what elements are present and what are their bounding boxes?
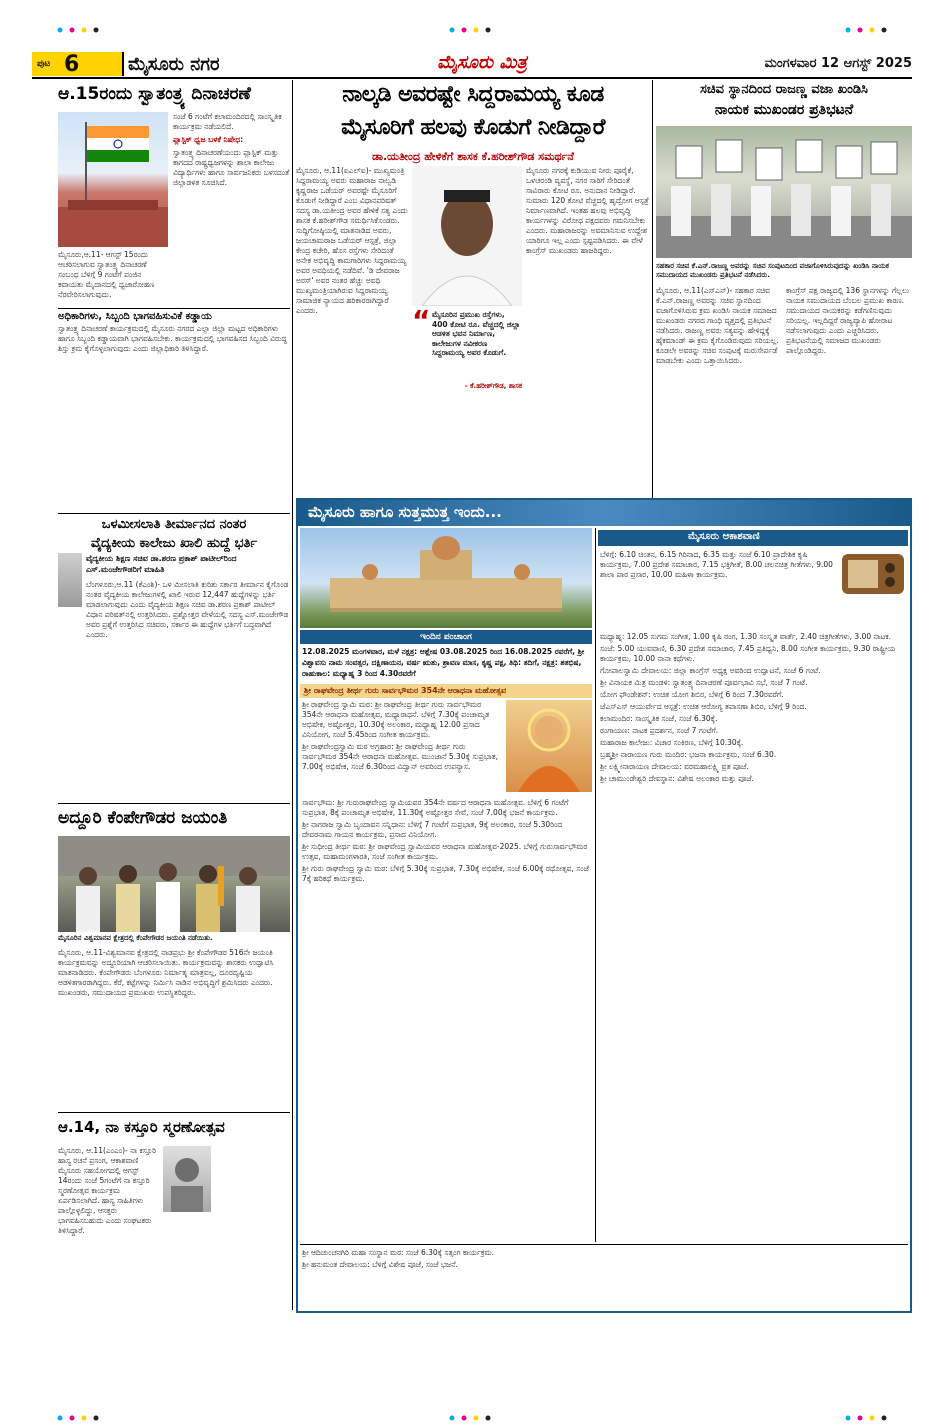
events-box-title: ಮೈಸೂರು ಹಾಗೂ ಸುತ್ತಮುತ್ತ ಇಂದು...	[308, 503, 502, 521]
radio-title: ಮೈಸೂರು ಆಕಾಶವಾಣಿ	[688, 531, 760, 542]
header	[32, 52, 912, 76]
radio-item: ಸಂಜೆ: 5.00 ಯುವವಾಣಿ, 6.30 ಪ್ರದೇಶ ಸಮಾಚಾರ, 7.45 ಪ್ರತಿಧ್ವನಿ, 8.00 ಸಂಗೀತ ಕಾರ್ಯಕ್ರಮ, 9.30 ರಾಷ್ಟ್ರೀಯ ಕಾರ್ಯಕ್ರಮ, 10.00 ನಾನಾ ಕಥೆಗಳು.	[600, 644, 896, 663]
lead-body-middle	[412, 402, 522, 492]
portrait-icon	[163, 1146, 211, 1212]
aradhana-title: ಶ್ರೀ ರಾಘವೇಂದ್ರ ತೀರ್ಥ ಗುರು ಸಾರ್ವಭೌಮರ 354ನೇ ಆರಾಧನಾ ಮಹೋತ್ಸವ	[300, 684, 592, 698]
aradhana-list-cont	[302, 798, 592, 1238]
right-caption: ಸಹಕಾರ ಸಚಿವ ಕೆ.ಎನ್.ರಾಜಣ್ಣ ಅವರನ್ನು ಸಚಿವ ಸಂಪುಟದಿಂದ ವಜಾಗೊಳಿಸಿರುವುದನ್ನು ಖಂಡಿಸಿ ನಾಯಕ ಸಮುದಾಯದ ಮುಖಂಡರು ಪ್ರತಿಭಟನೆ ನಡೆಸಿದರು.	[656, 262, 889, 279]
section-title: ಮೈಸೂರು ನಗರ	[128, 54, 220, 75]
protest-photo	[656, 126, 912, 258]
left-divider-2	[58, 803, 290, 804]
aradhana-item: ಶ್ರೀ ರಾಘವೇಂದ್ರ ಸ್ವಾಮಿ ಮಠ: ಶ್ರೀ ರಾಘವೇಂದ್ರ ತೀರ್ಥ ಗುರು ಸಾರ್ವಭೌಮರ 354ನೇ ಆರಾಧನಾ ಮಹೋತ್ಸವ, ಮಧ್ಯಾರಾಧನೆ. ಬೆಳಿಗ್ಗೆ 7.30ಕ್ಕೆ ಪಂಚಾಮೃತ ಅಭಿಷೇಕ, ಅಷ್ಟೋತ್ತರ, 10.30ಕ್ಕೆ ಅಲಂಕಾರ, ಮಧ್ಯಾಹ್ನ 12.00 ಪ್ರಸಾದ ವಿನಿಯೋಗ, ಸಂಜೆ 5.45ರಿಂದ ಸಂಗೀತ ಕಾರ್ಯಕ್ರಮ.	[302, 700, 490, 739]
radio-item: ಶ್ರೀ ವಿನಾಯಕ ಮಿತ್ರ ಮಂಡಳಿ: ಸ್ವಾತಂತ್ರ್ಯ ದಿನಾಚರಣೆ ಪೂರ್ವಭಾವಿ ಸಭೆ, ಸಂಜೆ 7 ಗಂಟೆ.	[600, 678, 808, 687]
panchanga-text: 12.08.2025 ಮಂಗಳವಾರ, ಮಳೆ ನಕ್ಷತ್ರ: ಆಶ್ಲೇಷ 03.08.2025 ರಿಂದ 16.08.2025 ರವರೆಗೆ, ಶ್ರೀ ವಿಶ್ವಾವಸು ನಾಮ ಸಂವತ್ಸರ, ದಕ್ಷಿಣಾಯನ, ವರ್ಷ ಋತು, ಶ್ರಾವಣ ಮಾಸ, ಕೃಷ್ಣ ಪಕ್ಷ, ತಿಥಿ: ತದಿಗೆ, ನಕ್ಷತ್ರ: ಶತಭಿಷ, ರಾಹುಕಾಲ: ಮಧ್ಯಾಹ್ನ 3 ರಿಂದ 4.30ರವರೆಗೆ	[302, 647, 585, 678]
registration-dots-icon	[40, 1415, 905, 1421]
radio-photo	[838, 548, 908, 598]
bottom-list	[302, 1248, 906, 1308]
lead-headline-1: ನಾಲ್ಕಡಿ ಅವರಷ್ಟೇ ಸಿದ್ದರಾಮಯ್ಯ ಕೂಡ	[342, 82, 604, 107]
column-rule-left	[292, 80, 293, 1310]
issue-date: ಮಂಗಳವಾರ 12 ಆಗಸ್ಟ್ 2025	[764, 56, 912, 71]
story4-body: ಮೈಸೂರು, ಆ.11(ಎಂಎಂ)- ನಾ ಕಸ್ತೂರಿ ಹಾಸ್ಯ ರಚನೆ ಪ್ರಸಂಗ, ಆಕಾಶವಾಣಿ ಮೈಸೂರು ಸಹಯೋಗದಲ್ಲಿ ಆಗಸ್ಟ್ 14ರಂದು ಸಂಜೆ 5ಗಂಟೆಗೆ ನಾ ಕಸ್ತೂರಿ ಸ್ಮರಣೋತ್ಸವ ಕಾರ್ಯಕ್ರಮ ಏರ್ಪಡಿಸಲಾಗಿದೆ. ಹಾಸ್ಯ ಸಾಹಿತಿಗಳು ಪಾಲ್ಗೊಳ್ಳಲಿದ್ದು, ಆಸಕ್ತರು ಭಾಗವಹಿಸಬಹುದು ಎಂದು ಸಂಘಟಕರು ತಿಳಿಸಿದ್ದಾರೆ.	[58, 1146, 157, 1235]
radio-item: ಬೆಳಿಗ್ಗೆ: 6.10 ಚಿಂತನ, 6.15 ಗಿರಿನಾದ, 6.35 ಮತ್ತು ಸಂಜೆ 6.10 ಪ್ರಾದೇಶಿಕ ಕೃಷಿ ಕಾರ್ಯಕ್ರಮ, 7.00 ಪ್ರದೇಶ ಸಮಾಚಾರ, 7.15 ಭಕ್ತಿಗೀತೆ, 8.00 ಚಲನಚಿತ್ರ ಗೀತೆಗಳು, 9.00 ಶಾಲಾ ಪಾಠ ಪ್ರಸಾರ, 10.00 ಮಹಿಳಾ ಕಾರ್ಯಕ್ರಮ.	[600, 550, 833, 579]
radio-item: ಬ್ರಹ್ಮಶ್ರೀ ನಾರಾಯಣ ಗುರು ಮಂದಿರ: ಭಜನಾ ಕಾರ್ಯಕ್ರಮ, ಸಂಜೆ 6.30.	[600, 750, 777, 759]
minister-photo	[58, 553, 82, 607]
aradhana-item: ಶ್ರೀ ನಾಗರಾಜ ಸ್ವಾಮಿ ಬೃಂದಾವನ ಸನ್ನಿಧಾನ: ಬೆಳಿಗ್ಗೆ 7 ಗಂಟೆಗೆ ಸುಪ್ರಭಾತ, 9ಕ್ಕೆ ಅಲಂಕಾರ, ಸಂಜೆ 5.30ರಿಂದ ದೇವರನಾಮ ಗಾಯನ ಕಾರ್ಯಕ್ರಮ, ಪ್ರಸಾದ ವಿನಿಯೋಗ.	[302, 820, 563, 839]
story1-dateline: ಮೈಸೂರು,ಆ.11- ಆಗಸ್ಟ್ 15ರಂದು ಆಚರಿಸಲಾಗುವ ಸ್ವಾತಂತ್ರ್ಯ ದಿನಾಚರಣೆ ಸಂಬಂಧ ಬೆಳಿಗ್ಗೆ 9 ಗಂಟೆಗೆ ಪಂಜಿನ ಕವಾಯತು ಮೈದಾನದಲ್ಲಿ ಧ್ವಜಾರೋಹಣ ನೆರವೇರಿಸಲಾಗುವುದು.	[58, 250, 155, 299]
quote-mark-icon: “	[412, 304, 431, 337]
story2-body: ಬೆಂಗಳೂರು,ಆ.11 (ಕೆಎಂಶಿ)- ಒಳ ಮೀಸಲಾತಿ ಕುರಿತು ಸರ್ಕಾರ ತೀರ್ಮಾನ ಕೈಗೊಂಡ ನಂತರ ವೈದ್ಯಕೀಯ ಕಾಲೇಜುಗಳಲ್ಲಿ ಖಾಲಿ ಇರುವ 12,447 ಹುದ್ದೆಗಳನ್ನು ಭರ್ತಿ ಮಾಡಲಾಗುವುದು ಎಂದು ವೈದ್ಯಕೀಯ ಶಿಕ್ಷಣ ಸಚಿವ ಡಾ.ಶರಣ ಪ್ರಕಾಶ್ ಪಾಟೀಲ್ ವಿಧಾನ ಪರಿಷತ್‌ನಲ್ಲಿ ಉತ್ತರಿಸಿದರು. ಪ್ರಶ್ನೋತ್ತರ ವೇಳೆಯಲ್ಲಿ ಸದಸ್ಯ ಎಸ್.ಮಂಜೇಗೌಡ ಅವರ ಪ್ರಶ್ನೆಗೆ ಉತ್ತರಿಸಿದ ಸಚಿವರು, ಸರ್ಕಾರ ಈ ಹುದ್ದೆಗಳ ಭರ್ತಿಗೆ ಬದ್ಧವಾಗಿದೆ ಎಂದರು.	[86, 580, 289, 639]
panchanga-title: ಇಂದಿನ ಪಂಚಾಂಗ	[300, 630, 592, 644]
lead-quote: ಮೈಸೂರಿನ ಪ್ರಮುಖ ರಸ್ತೆಗಳು, 400 ಕೋಟಿ ರೂ. ವೆಚ್ಚದಲ್ಲಿ ಜಿಲ್ಲಾ ಆಡಳಿತ ಭವನ ನಿರ್ಮಾಣ, ಕಾಲೇಜುಗಳ ನವೀಕರಣ ಸಿದ್ದರಾಮಯ್ಯ ಅವರ ಕೊಡುಗೆ.	[432, 310, 521, 357]
palace-photo	[300, 528, 592, 628]
story3-body: ಮೈಸೂರು, ಆ.11-ವಿಶ್ವಮಾನವ ಕ್ಷೇತ್ರದಲ್ಲಿ ನಾಡಪ್ರಭು ಶ್ರೀ ಕೆಂಪೇಗೌಡರ 516ನೇ ಜಯಂತಿ ಕಾರ್ಯಕ್ರಮವನ್ನು ಅದ್ದೂರಿಯಾಗಿ ಆಚರಿಸಲಾಯಿತು. ಕಾರ್ಯಕ್ರಮವನ್ನು ಶಾಸಕರು ಉದ್ಘಾಟಿಸಿ ಮಾತನಾಡಿದರು. ಕೆಂಪೇಗೌಡರು ಬೆಂಗಳೂರು ನಿರ್ಮಾತೃ ಮಾತ್ರವಲ್ಲ, ದೂರದೃಷ್ಟಿಯ ಆಡಳಿತಗಾರರಾಗಿದ್ದರು. ಕೆರೆ, ಕಟ್ಟೆಗಳನ್ನು ನಿರ್ಮಿಸಿ ನಾಡಿನ ಅಭಿವೃದ್ಧಿಗೆ ಶ್ರಮಿಸಿದರು ಎಂದರು. ಮುಖಂಡರು, ಸಮುದಾಯದ ಪ್ರಮುಖರು ಉಪಸ್ಥಿತರಿದ್ದರು.	[58, 948, 274, 997]
story4-body-right	[215, 1146, 290, 1306]
aradhana-list	[302, 700, 502, 796]
quote-box	[412, 304, 522, 398]
left-divider-3	[58, 1112, 290, 1113]
radio-item: ಶ್ರೀ ಲಕ್ಷ್ಮೀನಾರಾಯಣ ದೇವಾಲಯ: ವರಮಹಾಲಕ್ಷ್ಮಿ ವ್ರತ ಪೂಜೆ.	[600, 762, 749, 771]
masthead: ಮೈಸೂರು ಮಿತ್ರ	[437, 52, 527, 73]
saint-icon	[506, 700, 592, 792]
radio-item: ಕಲಾಮಂದಿರ: ಸಾಂಸ್ಕೃತಿಕ ಸಂಜೆ, ಸಂಜೆ 6.30ಕ್ಕೆ.	[600, 714, 718, 723]
column-rule-right	[652, 80, 653, 498]
story1-subhead: ಪ್ಲಾಸ್ಟಿಕ್ ಧ್ವಜ ಬಳಕೆ ನಿಷೇಧ:	[173, 135, 244, 144]
flag-photo	[58, 112, 168, 247]
radio-list-cont	[600, 632, 906, 1238]
story2-headline-1: ಒಳಮೀಸಲಾತಿ ತೀರ್ಮಾನದ ನಂತರ	[101, 517, 247, 532]
registration-dots-icon	[40, 27, 905, 33]
aradhana-item: ಸಾರ್ವಭೌಮ: ಶ್ರೀ ಗುರುರಾಘವೇಂದ್ರ ಸ್ವಾಮಿಯವರ 354ನೇ ವರ್ಷದ ಆರಾಧನಾ ಮಹೋತ್ಸವ. ಬೆಳಿಗ್ಗೆ 6 ಗಂಟೆಗೆ ಸುಪ್ರಭಾತ, 8ಕ್ಕೆ ಪಂಚಾಮೃತ ಅಭಿಷೇಕ, 11.30ಕ್ಕೆ ಅಷ್ಟೋತ್ತರ ಸೇವೆ, ಸಂಜೆ 7.00ಕ್ಕೆ ಭಜನೆ ಕಾರ್ಯಕ್ರಮ.	[302, 798, 569, 817]
lead-headline-2: ಮೈಸೂರಿಗೆ ಹಲವು ಕೊಡುಗೆ ನೀಡಿದ್ದಾರೆ	[341, 115, 605, 140]
left-divider-1	[58, 513, 290, 514]
radio-item: ಗೋಪಾಲಸ್ವಾಮಿ ದೇವಾಲಯ: ಜಿಲ್ಲಾ ಕಾಂಗ್ರೆಸ್ ಅಧ್ಯಕ್ಷ ಅವರಿಂದ ಉದ್ಘಾಟನೆ, ಸಂಜೆ 6 ಗಂಟೆ.	[600, 666, 821, 675]
box-inner-rule	[300, 1244, 908, 1245]
lead-body-left: ಮೈಸೂರು, ಆ.11(ಐಎಲ್‌ಐ)- ಮುಖ್ಯಮಂತ್ರಿ ಸಿದ್ದರಾಮಯ್ಯ ಅವರು ಮಹಾರಾಜ ನಾಲ್ವಡಿ ಕೃಷ್ಣರಾಜ ಒಡೆಯರ್ ಅವರಷ್ಟೇ ಮೈಸೂರಿಗೆ ಕೊಡುಗೆ ನೀಡಿದ್ದಾರೆ ಎಂಬ ವಿಧಾನಪರಿಷತ್ ಸದಸ್ಯ ಡಾ.ಯತೀಂದ್ರ ಅವರ ಹೇಳಿಕೆ ಸತ್ಯ ಎಂದು ಶಾಸಕ ಕೆ.ಹರೀಶ್‌ಗೌಡ ಸಮರ್ಥಿಸಿಕೊಂಡರು. ಸುದ್ದಿಗೋಷ್ಠಿಯಲ್ಲಿ ಮಾತನಾಡಿದ ಅವರು, ಜಯಚಾಮರಾಜ ಒಡೆಯರ್ ಆಸ್ಪತ್ರೆ, ಜಿಲ್ಲಾ ಕೇಂದ್ರ ಕಚೇರಿ, ಹೊಸ ರಸ್ತೆಗಳು ಸೇರಿದಂತೆ ಅನೇಕ ಅಭಿವೃದ್ಧಿ ಕಾಮಗಾರಿಗಳು ಸಿದ್ದರಾಮಯ್ಯ ಅವರ ಅವಧಿಯಲ್ಲಿ ನಡೆದಿವೆ. 'ಡಿ ದೇವರಾಜ ಅರಸ್' ಅವರ ನಂತರ ಹೆಚ್ಚು ಅವಧಿ ಮುಖ್ಯಮಂತ್ರಿಯಾಗಿರುವ ಸಿದ್ದರಾಮಯ್ಯ ಸಾಮಾಜಿಕ ನ್ಯಾಯದ ಹರಿಕಾರರಾಗಿದ್ದಾರೆ ಎಂದರು.	[296, 166, 408, 315]
rayaru-photo	[506, 700, 592, 792]
radio-item: ಮಧ್ಯಾಹ್ನ: 12.05 ಸುಗಮ ಸಂಗೀತ, 1.00 ಕೃಷಿ ರಂಗ, 1.30 ಸಂಸ್ಕೃತ ವಾರ್ತೆ, 2.40 ಚಿತ್ರಗೀತೆಗಳು, 3.00 ನಾಟಕ.	[600, 632, 891, 641]
page-label: ಪುಟ	[37, 59, 51, 69]
page-number-box	[32, 52, 124, 76]
kasturi-photo	[163, 1146, 211, 1212]
radio-icon	[838, 548, 908, 598]
story1-headline: ಆ.15ರಂದು ಸ್ವಾತಂತ್ರ್ಯ ದಿನಾಚರಣೆ	[58, 84, 251, 104]
lead-body-right: ಮೈಸೂರು ನಗರಕ್ಕೆ ಕುಡಿಯುವ ನೀರು ಪೂರೈಕೆ, ಒಳಚರಂಡಿ ವ್ಯವಸ್ಥೆ, ನಗರ ಸಾರಿಗೆ ಸೇರಿದಂತೆ ಸಾವಿರಾರು ಕೋಟಿ ರೂ. ಅನುದಾನ ನೀಡಿದ್ದಾರೆ. ಸುಮಾರು 120 ಕೋಟಿ ವೆಚ್ಚದಲ್ಲಿ ಹೃದ್ರೋಗ ಆಸ್ಪತ್ರೆ ನಿರ್ಮಾಣವಾಗಿದೆ. ಇಂತಹ ಹಲವು ಅಭಿವೃದ್ಧಿ ಕಾರ್ಯಗಳನ್ನು ವಿರೋಧ ಪಕ್ಷದವರು ಗಮನಿಸಬೇಕು ಎಂದರು. ಮಹಾರಾಜರನ್ನು ಅವಮಾನಿಸುವ ಉದ್ದೇಶ ಯಾರಿಗೂ ಇಲ್ಲ ಎಂದು ಸ್ಪಷ್ಟಪಡಿಸಿದರು. ಈ ವೇಳೆ ಕಾಂಗ್ರೆಸ್ ಮುಖಂಡರು ಹಾಜರಿದ್ದರು.	[526, 166, 649, 255]
palace-icon	[300, 528, 592, 628]
box-column-rule	[595, 528, 596, 1242]
radio-title-bar	[598, 530, 908, 546]
story3-caption: ಮೈಸೂರಿನ ವಿಶ್ವಮಾನವ ಕ್ಷೇತ್ರದಲ್ಲಿ ಕೆಂಪೇಗೌಡರ ಜಯಂತಿ ನಡೆಯಿತು.	[58, 934, 213, 942]
story1-right-text: ಸಂಜೆ 6 ಗಂಟೆಗೆ ಕಲಾಮಂದಿರದಲ್ಲಿ ಸಾಂಸ್ಕೃತಿಕ ಕಾರ್ಯಕ್ರಮ ನಡೆಯಲಿದೆ.	[173, 112, 282, 131]
right-body-right: ಕಾಂಗ್ರೆಸ್ ಪಕ್ಷ ರಾಜ್ಯದಲ್ಲಿ 136 ಸ್ಥಾನಗಳನ್ನು ಗೆಲ್ಲಲು ನಾಯಕ ಸಮುದಾಯದ ಬೆಂಬಲ ಪ್ರಮುಖ ಕಾರಣ. ಸಮುದಾಯದ ನಾಯಕರನ್ನು ಕಡೆಗಣಿಸುವುದು ಸರಿಯಲ್ಲ. ಇಲ್ಲದಿದ್ದರೆ ರಾಜ್ಯವ್ಯಾಪಿ ಹೋರಾಟ ನಡೆಸಲಾಗುವುದು ಎಂದು ಎಚ್ಚರಿಸಿದರು. ಪ್ರತಿಭಟನೆಯಲ್ಲಿ ಸಮಾಜದ ಮುಖಂಡರು ಪಾಲ್ಗೊಂಡಿದ್ದರು.	[786, 286, 910, 355]
story3-headline: ಅದ್ದೂರಿ ಕೆಂಪೇಗೌಡರ ಜಯಂತಿ	[58, 808, 228, 828]
aradhana-item: ಶ್ರೀ ಸುಧೀಂದ್ರ ತೀರ್ಥ ಮಠ: ಶ್ರೀ ರಾಘವೇಂದ್ರ ಸ್ವಾಮಿಯವರ ಆರಾಧನಾ ಮಹೋತ್ಸವ-2025. ಬೆಳಿಗ್ಗೆ ಗುರುಸಾರ್ವಭೌಮರ ಉತ್ಸವ, ಮಹಾಮಂಗಳಾರತಿ, ಸಂಜೆ ಸಂಗೀತ ಕಾರ್ಯಕ್ರಮ.	[302, 842, 588, 861]
right-body-left: ಮೈಸೂರು, ಆ.11(ಎಸ್‌ಎನ್)- ಸಹಕಾರ ಸಚಿವ ಕೆ.ಎನ್.ರಾಜಣ್ಣ ಅವರನ್ನು ಸಚಿವ ಸ್ಥಾನದಿಂದ ವಜಾಗೊಳಿಸಿರುವ ಕ್ರಮ ಖಂಡಿಸಿ ನಾಯಕ ಸಮಾಜದ ಮುಖಂಡರು ನಗರದ ಗಾಂಧಿ ವೃತ್ತದಲ್ಲಿ ಪ್ರತಿಭಟನೆ ನಡೆಸಿದರು. ರಾಜಣ್ಣ ಅವರು ಸತ್ಯವನ್ನು ಹೇಳಿದ್ದಕ್ಕೆ ಹೈಕಮಾಂಡ್ ಈ ಕ್ರಮ ಕೈಗೊಂಡಿರುವುದು ಸರಿಯಲ್ಲ. ಕೂಡಲೇ ಅವರನ್ನು ಸಚಿವ ಸಂಪುಟಕ್ಕೆ ಮರುಸೇರ್ಪಡೆ ಮಾಡಬೇಕು ಎಂದು ಒತ್ತಾಯಿಸಿದರು.	[656, 286, 779, 365]
radio-item: ಮಹಾರಾಜ ಕಾಲೇಜು: ವಿಚಾರ ಸಂಕಿರಣ, ಬೆಳಿಗ್ಗೆ 10.30ಕ್ಕೆ.	[600, 738, 744, 747]
story2-headline-2: ವೈದ್ಯಕೀಯ ಕಾಲೇಜು ಖಾಲಿ ಹುದ್ದೆ ಭರ್ತಿ	[90, 536, 258, 551]
page-number: 6	[64, 52, 80, 77]
right-headline-1: ಸಚಿವ ಸ್ಥಾನದಿಂದ ರಾಜಣ್ಣ ವಜಾ ಖಂಡಿಸಿ	[700, 82, 868, 97]
jayanti-photo	[58, 836, 290, 932]
mla-photo	[412, 166, 522, 306]
mla-portrait-icon	[412, 166, 522, 306]
radio-item: ರಂಗಾಯಣ: ನಾಟಕ ಪ್ರದರ್ಶನ, ಸಂಜೆ 7 ಗಂಟೆಗೆ.	[600, 726, 719, 735]
story4-headline: ಆ.14, ನಾ ಕಸ್ತೂರಿ ಸ್ಮರಣೋತ್ಸವ	[58, 1118, 225, 1136]
story1-sub2-body: ಸ್ವಾತಂತ್ರ್ಯ ದಿನಾಚರಣೆ ಕಾರ್ಯಕ್ರಮದಲ್ಲಿ ಮೈಸೂರು ನಗರದ ಎಲ್ಲಾ ಜಿಲ್ಲಾ ಮಟ್ಟದ ಅಧಿಕಾರಿಗಳು ಹಾಗೂ ಸಿಬ್ಬಂದಿ ಕಡ್ಡಾಯವಾಗಿ ಭಾಗವಹಿಸಬೇಕು. ಕಾರ್ಯಕ್ರಮದಲ್ಲಿ ಭಾಗವಹಿಸದ ಸಿಬ್ಬಂದಿ ವಿರುದ್ಧ ಶಿಸ್ತು ಕ್ರಮ ಕೈಗೊಳ್ಳಲಾಗುವುದು ಎಂದು ಜಿಲ್ಲಾಧಿಕಾರಿ ತಿಳಿಸಿದ್ದಾರೆ.	[58, 324, 287, 353]
registration-marks-top	[40, 18, 905, 24]
header-rule	[32, 77, 912, 79]
radio-item: ಯೋಗ ಫೌಂಡೇಶನ್: ಉಚಿತ ಯೋಗ ಶಿಬಿರ, ಬೆಳಿಗ್ಗೆ 6 ರಿಂದ 7.30ರವರೆಗೆ.	[600, 690, 784, 699]
radio-item: ಜೆಎಸ್‌ಎಸ್ ಆಯುರ್ವೇದ ಆಸ್ಪತ್ರೆ: ಉಚಿತ ಆರೋಗ್ಯ ತಪಾಸಣಾ ಶಿಬಿರ, ಬೆಳಿಗ್ಗೆ 9 ರಿಂದ.	[600, 702, 807, 711]
people-illustration-icon	[58, 836, 290, 932]
story1-subhead-body: ಸ್ವಾತಂತ್ರ್ಯ ದಿನಾಚರಣೆಯಂದು ಪ್ಲಾಸ್ಟಿಕ್ ಮತ್ತು ಕಾಗದದ ರಾಷ್ಟ್ರಧ್ವಜಗಳನ್ನು ಶಾಲಾ ಕಾಲೇಜು ವಿದ್ಯಾರ್ಥಿಗಳು ಹಾಗೂ ಸಾರ್ವಜನಿಕರು ಬಳಸದಂತೆ ಜಿಲ್ಲಾಡಳಿತ ಸೂಚಿಸಿದೆ.	[173, 148, 290, 187]
events-box-title-bar	[298, 500, 910, 526]
right-headline-2: ನಾಯಕ ಮುಖಂಡರ ಪ್ರತಿಭಟನೆ	[714, 102, 854, 118]
bottom-item: ಶ್ರೀ ಆದಿಚುಂಚನಗಿರಿ ಮಹಾ ಸಂಸ್ಥಾನ ಮಠ: ಸಂಜೆ 6.30ಕ್ಕೆ ಸತ್ಸಂಗ ಕಾರ್ಯಕ್ರಮ.	[302, 1248, 495, 1257]
lead-quote-by: - ಕೆ.ಹರೀಶ್‌ಗೌಡ, ಶಾಸಕ	[464, 382, 522, 390]
aradhana-item: ಶ್ರೀ ಗುರು ರಾಘವೇಂದ್ರ ಸ್ವಾಮಿ ಮಠ: ಬೆಳಿಗ್ಗೆ 5.30ಕ್ಕೆ ಸುಪ್ರಭಾತ, 7.30ಕ್ಕೆ ಅಭಿಷೇಕ, ಸಂಜೆ 6.00ಕ್ಕೆ ರಥೋತ್ಸವ, ಸಂಜೆ 7ಕ್ಕೆ ಹರಿಕಥೆ ಕಾರ್ಯಕ್ರಮ.	[302, 864, 589, 883]
flag-icon	[58, 112, 168, 247]
radio-item: ಶ್ರೀ ಚಾಮುಂಡೇಶ್ವರಿ ದೇವಸ್ಥಾನ: ವಿಶೇಷ ಅಲಂಕಾರ ಮತ್ತು ಪೂಜೆ.	[600, 774, 754, 783]
bottom-item: ಶ್ರೀ ಹನುಮಂತ ದೇವಾಲಯ: ಬೆಳಿಗ್ಗೆ ವಿಶೇಷ ಪೂಜೆ, ಸಂಜೆ ಭಜನೆ.	[302, 1260, 458, 1269]
radio-list	[600, 550, 834, 630]
story1-rightcol	[173, 112, 290, 304]
lead-deck: ಡಾ.ಯತೀಂದ್ರ ಹೇಳಿಕೆಗೆ ಶಾಸಕ ಕೆ.ಹರೀಶ್‌ಗೌಡ ಸಮರ್ಥನೆ	[372, 150, 574, 163]
story1-sub2: ಅಧಿಕಾರಿಗಳು, ಸಿಬ್ಬಂದಿ ಭಾಗವಹಿಸುವಿಕೆ ಕಡ್ಡಾಯ	[58, 308, 290, 322]
protest-illustration-icon	[656, 126, 912, 258]
aradhana-item: ಶ್ರೀ ರಾಘವೇಂದ್ರಸ್ವಾಮಿ ಮಠ ಅಗ್ರಹಾರ: ಶ್ರೀ ರಾಘವೇಂದ್ರ ತೀರ್ಥ ಗುರು ಸಾರ್ವಭೌಮರ 354ನೇ ಆರಾಧನಾ ಮಹೋತ್ಸವ. ಮುಂಜಾನೆ 5.30ಕ್ಕೆ ಸುಪ್ರಭಾತ, 7.00ಕ್ಕೆ ಅಭಿಷೇಕ, ಸಂಜೆ 6.30ರಿಂದ ವಿದ್ವಾನ್ ಅವರಿಂದ ಉಪನ್ಯಾಸ.	[302, 742, 499, 771]
story2-deck: ವೈದ್ಯಕೀಯ ಶಿಕ್ಷಣ ಸಚಿವ ಡಾ.ಶರಣ ಪ್ರಕಾಶ್ ಪಾಟೀಲ್‌ರಿಂದ ಎಸ್.ಮಂಜೇಗೌಡರಿಗೆ ಮಾಹಿತಿ	[86, 554, 237, 574]
registration-marks-bottom	[40, 1406, 905, 1412]
